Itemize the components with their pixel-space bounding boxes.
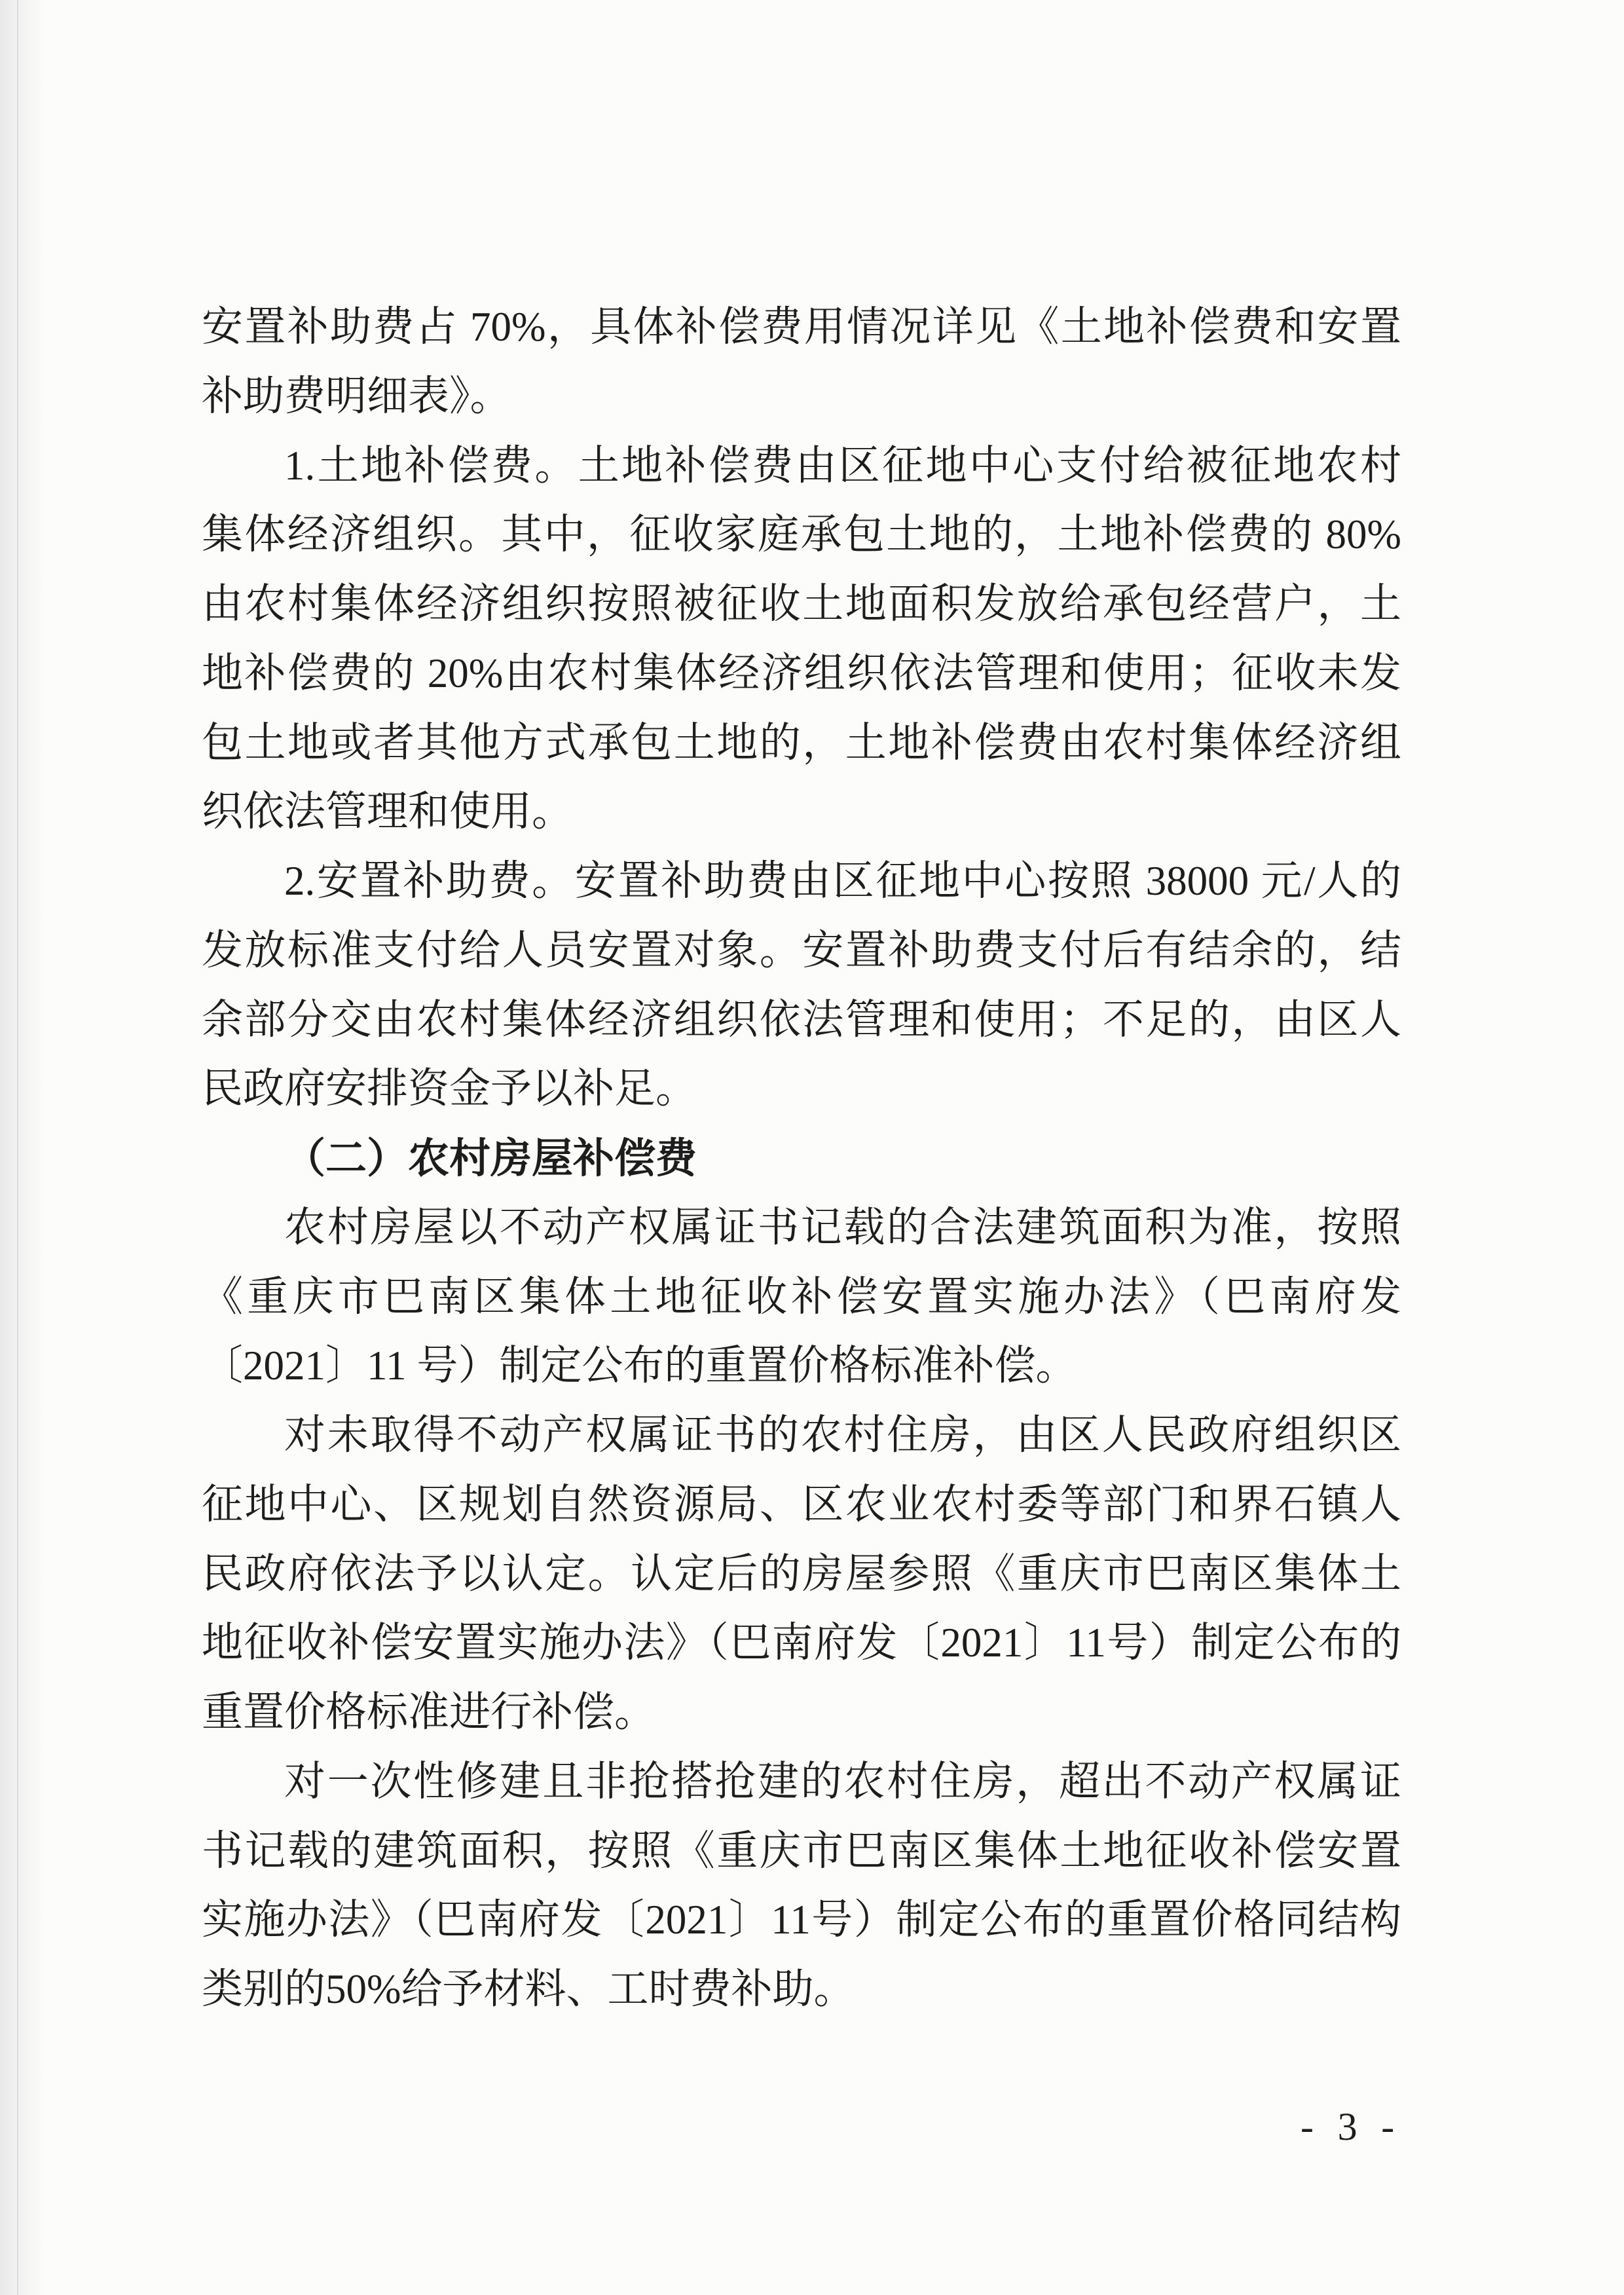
text-line: 类别的50%给予材料、工时费补助。 (202, 1966, 855, 2012)
text-line: 2.安置补助费。安置补助费由区征地中心按照 38000 元/人的 (284, 858, 1401, 904)
text-line: 由农村集体经济组织按照被征收土地面积发放给承包经营户，土 (202, 581, 1401, 627)
text-line: 1.土地补偿费。土地补偿费由区征地中心支付给被征地农村 (284, 442, 1401, 489)
scan-edge-shadow (0, 0, 46, 2295)
text-line: 农村房屋以不动产权属证书记载的合法建筑面积为准，按照 (284, 1204, 1401, 1250)
text-line: 安置补助费占 70%，具体补偿费用情况详见《土地补偿费和安置 (202, 304, 1401, 350)
text-line: 集体经济组织。其中，征收家庭承包土地的，土地补偿费的 80% (202, 512, 1401, 558)
text-line: 补助费明细表》。 (202, 373, 511, 419)
page-number: - 3 - (1301, 2105, 1401, 2148)
text-line: 余部分交由农村集体经济组织依法管理和使用；不足的，由区人 (202, 996, 1401, 1043)
paragraph-uncertified-housing (202, 1401, 1401, 1747)
text-line: 征地中心、区规划自然资源局、区农业农村委等部门和界石镇人 (202, 1481, 1401, 1527)
paragraph-land-compensation (202, 432, 1401, 848)
scan-edge-line (17, 0, 18, 2295)
text-line: 对未取得不动产权属证书的农村住房，由区人民政府组织区 (284, 1412, 1401, 1458)
text-line: 地征收补偿安置实施办法》（巴南府发〔2021〕11号）制定公布的 (202, 1620, 1401, 1666)
text-line: 重置价格标准进行补偿。 (202, 1689, 655, 1735)
paragraph-resettlement-subsidy (202, 847, 1401, 1124)
text-line: 发放标准支付给人员安置对象。安置补助费支付后有结余的，结 (202, 927, 1401, 973)
document-body (202, 293, 1401, 2024)
section-heading-text: （二）农村房屋补偿费 (284, 1134, 697, 1182)
text-line: 地补偿费的 20%由农村集体经济组织依法管理和使用；征收未发 (202, 650, 1401, 696)
text-line: 实施办法》（巴南府发〔2021〕11号）制定公布的重置价格同结构 (202, 1897, 1401, 1943)
paragraph-continued (202, 293, 1401, 432)
text-line: 《重庆市巴南区集体土地征收补偿安置实施办法》（巴南府发 (202, 1273, 1401, 1320)
text-line: 书记载的建筑面积，按照《重庆市巴南区集体土地征收补偿安置 (202, 1827, 1401, 1874)
paragraph-excess-area (202, 1747, 1401, 2024)
text-line: 民政府依法予以认定。认定后的房屋参照《重庆市巴南区集体土 (202, 1550, 1401, 1597)
text-line: 对一次性修建且非抢搭抢建的农村住房，超出不动产权属证 (284, 1758, 1401, 1804)
section-heading (202, 1124, 1401, 1193)
paragraph-house-compensation (202, 1193, 1401, 1401)
text-line: 〔2021〕11 号）制定公布的重置价格标准补偿。 (202, 1343, 1077, 1389)
text-line: 民政府安排资金予以补足。 (202, 1066, 697, 1112)
text-line: 包土地或者其他方式承包土地的，土地补偿费由农村集体经济组 (202, 719, 1401, 766)
text-line: 织依法管理和使用。 (202, 789, 573, 835)
